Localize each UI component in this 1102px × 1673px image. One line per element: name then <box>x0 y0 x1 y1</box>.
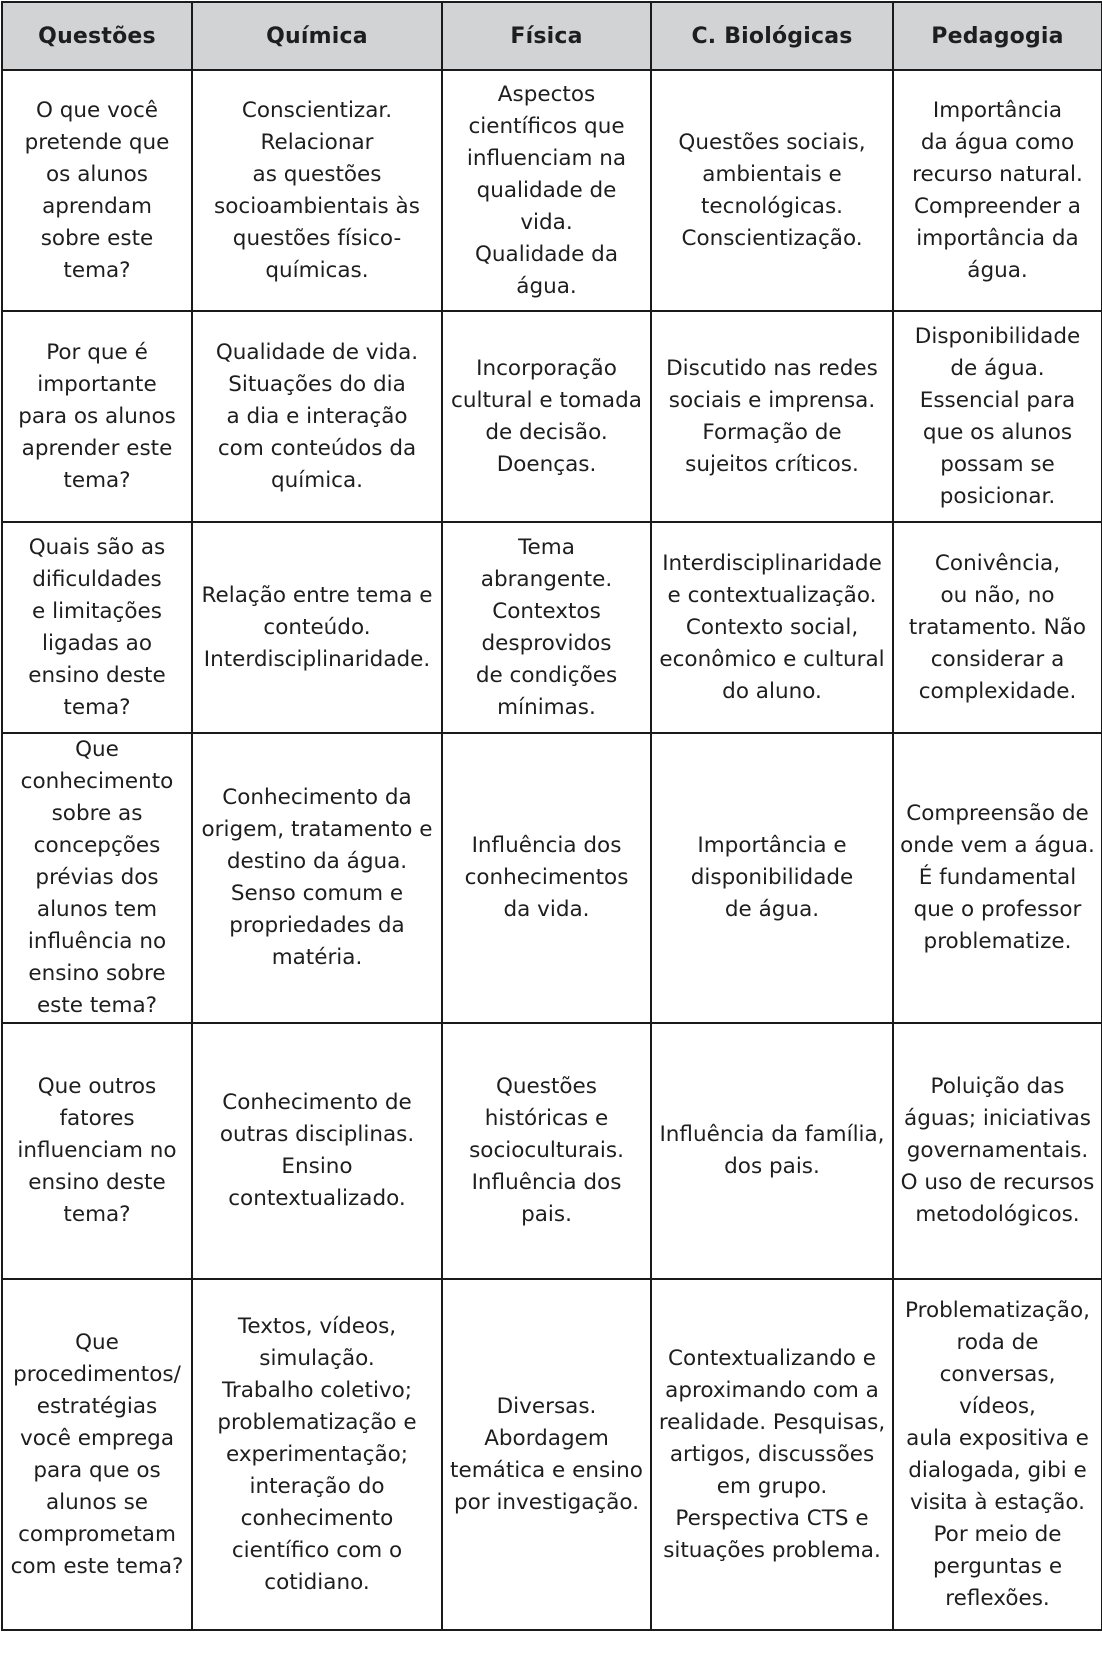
quimica-cell: Textos, vídeos, simulação. Trabalho coletivo; problematização e experimentação; interação do conhecimento científico com o cotidiano. <box>192 1279 442 1630</box>
pedagogia-cell: Disponibilidade de água. Essencial para que os alunos possam se posicionar. <box>893 311 1102 522</box>
question-cell: Quais são as dificuldades e limitações ligadas ao ensino deste tema? <box>2 522 192 733</box>
question-cell: Que conhecimento sobre as concepções prévias dos alunos tem influência no ensino sobre este tema? <box>2 733 192 1023</box>
header-row <box>2 2 1102 70</box>
biologicas-cell: Importância e disponibilidade de água. <box>651 733 893 1023</box>
fisica-cell: Diversas. Abordagem temática e ensino por investigação. <box>442 1279 651 1630</box>
table-row <box>2 311 1102 522</box>
biologicas-cell: Influência da família, dos pais. <box>651 1023 893 1279</box>
biologicas-cell: Contextualizando e aproximando com a realidade. Pesquisas, artigos, discussões em grupo. Perspectiva CTS e situações problema. <box>651 1279 893 1630</box>
quimica-cell: Conhecimento de outras disciplinas. Ensino contextualizado. <box>192 1023 442 1279</box>
fisica-cell: Aspectos científicos que influenciam na qualidade de vida. Qualidade da água. <box>442 70 651 311</box>
table-row <box>2 70 1102 311</box>
quimica-cell: Conscientizar. Relacionar as questões socioambientais às questões físico- químicas. <box>192 70 442 311</box>
table-row <box>2 733 1102 1023</box>
table-row <box>2 1279 1102 1630</box>
biologicas-cell: Discutido nas redes sociais e imprensa. Formação de sujeitos críticos. <box>651 311 893 522</box>
header-biologicas: C. Biológicas <box>651 2 893 70</box>
table-row <box>2 522 1102 733</box>
pedagogia-cell: Importância da água como recurso natural. Compreender a importância da água. <box>893 70 1102 311</box>
fisica-cell: Questões históricas e socioculturais. Influência dos pais. <box>442 1023 651 1279</box>
header-questoes: Questões <box>2 2 192 70</box>
quimica-cell: Relação entre tema e conteúdo. Interdisciplinaridade. <box>192 522 442 733</box>
quimica-cell: Conhecimento da origem, tratamento e destino da água. Senso comum e propriedades da matéria. <box>192 733 442 1023</box>
fisica-cell: Influência dos conhecimentos da vida. <box>442 733 651 1023</box>
table-row <box>2 1023 1102 1279</box>
pedagogia-cell: Poluição das águas; iniciativas governamentais. O uso de recursos metodológicos. <box>893 1023 1102 1279</box>
question-cell: Por que é importante para os alunos aprender este tema? <box>2 311 192 522</box>
comparison-table <box>1 1 1102 1631</box>
header-fisica: Física <box>442 2 651 70</box>
fisica-cell: Incorporação cultural e tomada de decisão. Doenças. <box>442 311 651 522</box>
question-cell: Que procedimentos/ estratégias você emprega para que os alunos se comprometam com este tema? <box>2 1279 192 1630</box>
question-cell: O que você pretende que os alunos aprendam sobre este tema? <box>2 70 192 311</box>
pedagogia-cell: Problematização, roda de conversas, vídeos, aula expositiva e dialogada, gibi e visita à estação. Por meio de perguntas e reflexões. <box>893 1279 1102 1630</box>
fisica-cell: Tema abrangente. Contextos desprovidos de condições mínimas. <box>442 522 651 733</box>
biologicas-cell: Interdisciplinaridade e contextualização. Contexto social, econômico e cultural do aluno. <box>651 522 893 733</box>
header-quimica: Química <box>192 2 442 70</box>
biologicas-cell: Questões sociais, ambientais e tecnológicas. Conscientização. <box>651 70 893 311</box>
pedagogia-cell: Compreensão de onde vem a água. É fundamental que o professor problematize. <box>893 733 1102 1023</box>
question-cell: Que outros fatores influenciam no ensino deste tema? <box>2 1023 192 1279</box>
quimica-cell: Qualidade de vida. Situações do dia a dia e interação com conteúdos da química. <box>192 311 442 522</box>
pedagogia-cell: Conivência, ou não, no tratamento. Não considerar a complexidade. <box>893 522 1102 733</box>
header-pedagogia: Pedagogia <box>893 2 1102 70</box>
